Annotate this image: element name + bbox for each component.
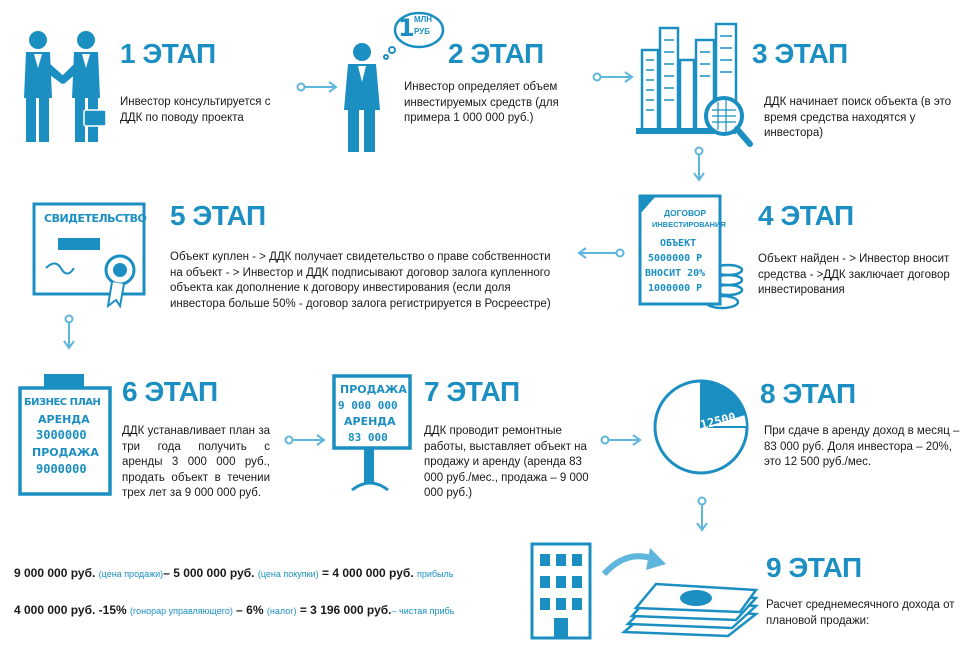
building-money-icon — [528, 540, 760, 644]
arrow-3-to-4 — [692, 146, 706, 186]
contract-title-1: ДОГОВОР — [664, 208, 707, 218]
arrow-5-to-6 — [62, 314, 76, 354]
arrow-1-to-2 — [296, 80, 342, 94]
formula1-profit: = 4 000 000 руб. — [322, 566, 414, 580]
stage-5-title: 5 ЭТАП — [170, 200, 266, 231]
formula1-sale-note: (цена продажи) — [98, 569, 164, 579]
certificate-label: СВИДЕТЕЛЬСТВО — [44, 212, 147, 225]
formula1-purchase-note: (цена покупки) — [257, 569, 319, 579]
stage-6-title: 6 ЭТАП — [122, 376, 218, 407]
sign-line-2: 9 000 000 — [338, 399, 398, 412]
bubble-bottom-label: РУБ — [414, 27, 430, 36]
arrow-4-to-5 — [574, 246, 626, 260]
formula2-fee-note: (гонорар управляющего) — [130, 606, 233, 616]
formula1-profit-note: прибыль — [417, 569, 454, 579]
stage-3-text: ДДК начинает поиск объекта (в это время средства находятся у инвестора) — [764, 96, 951, 139]
pie-label: 12500 — [698, 409, 738, 433]
formula2-net-note: – чистая прибь — [391, 606, 455, 616]
sign-line-4: 83 000 — [348, 431, 388, 444]
plan-line-2: АРЕНДА — [38, 413, 90, 426]
bubble-top-label: МЛН — [414, 15, 433, 24]
contract-line-3: ВНОСИТ 20% — [645, 268, 706, 279]
contract-title-2: ИНВЕСТИРОВАНИЯ — [652, 220, 726, 229]
stage-8-text: При сдаче в аренду доход в месяц – 83 000 руб. Доля инвестора – 20%, это 12 500 руб./мес. — [764, 425, 960, 468]
formula1-sale-price: 9 000 000 руб. — [14, 566, 96, 580]
plan-line-3: 3000000 — [36, 428, 87, 442]
plan-line-5: 9000000 — [36, 462, 87, 476]
arrow-2-to-3 — [592, 70, 638, 84]
formula1-purchase-price: – 5 000 000 руб. — [163, 566, 255, 580]
stage-8-title: 8 ЭТАП — [760, 378, 856, 409]
contract-line-4: 1000000 Р — [648, 283, 703, 294]
formula2-tax: – 6% — [236, 603, 264, 617]
plan-line-1: БИЗНЕС ПЛАН — [24, 397, 101, 408]
stage-1-title: 1 ЭТАП — [120, 38, 216, 69]
sign-line-1: ПРОДАЖА — [340, 383, 407, 396]
bubble-number: 1 — [398, 14, 415, 42]
stage-5-text: Объект куплен - > ДДК получает свидетельство о праве собственности на объект - > Инвестор и ДДК подписывают договор залога купленного объекта как дополнение к договору инвестирования (если доля инвестора больше 50% - договор залога регистрируется в Росреестре) — [170, 251, 551, 310]
formula2-net: = 3 196 000 руб. — [299, 603, 392, 617]
contract-line-2: 5000000 Р — [648, 253, 703, 264]
stage-4-text: Объект найден - > Инвестор вносит средства - >ДДК заключает договор инвестирования — [758, 253, 950, 296]
plan-line-4: ПРОДАЖА — [32, 446, 99, 459]
stage-9-text: Расчет среднемесячного дохода от плановой продажи: — [766, 599, 955, 627]
contract-line-1: ОБЪЕКТ — [660, 238, 697, 249]
stage-2-title: 2 ЭТАП — [448, 38, 544, 69]
stage-1-text: Инвестор консультируется с ДДК по поводу проекта — [120, 96, 271, 124]
handshake-icon — [12, 28, 112, 153]
arrow-7-to-8 — [600, 433, 646, 447]
stage-3-title: 3 ЭТАП — [752, 38, 848, 69]
stage-7-text: ДДК проводит ремонтные работы, выставляет объект на продажу и аренду (аренда 83 000 руб./мес., продажа – 9 000 000 руб.) — [424, 425, 589, 499]
formula-net-profit — [14, 603, 454, 617]
arrow-8-to-9 — [695, 496, 709, 536]
stage-4-title: 4 ЭТАП — [758, 200, 854, 231]
formula-gross-profit — [14, 566, 453, 580]
arrow-6-to-7 — [284, 433, 330, 447]
stage-7-title: 7 ЭТАП — [424, 376, 520, 407]
formula2-tax-note: (налог) — [266, 606, 297, 616]
city-search-icon — [636, 20, 754, 150]
stage-2-text: Инвестор определяет объем инвестируемых средств (для примера 1 000 000 руб.) — [404, 81, 559, 124]
sign-line-3: АРЕНДА — [344, 415, 396, 428]
stage-6-text: ДДК устанавливает план за три года получить с аренды 3 000 000 руб., продать объект в течении трех лет за 9 000 000 руб. — [122, 425, 270, 499]
formula2-base: 4 000 000 руб. -15% — [14, 603, 127, 617]
stage-9-title: 9 ЭТАП — [766, 552, 862, 583]
